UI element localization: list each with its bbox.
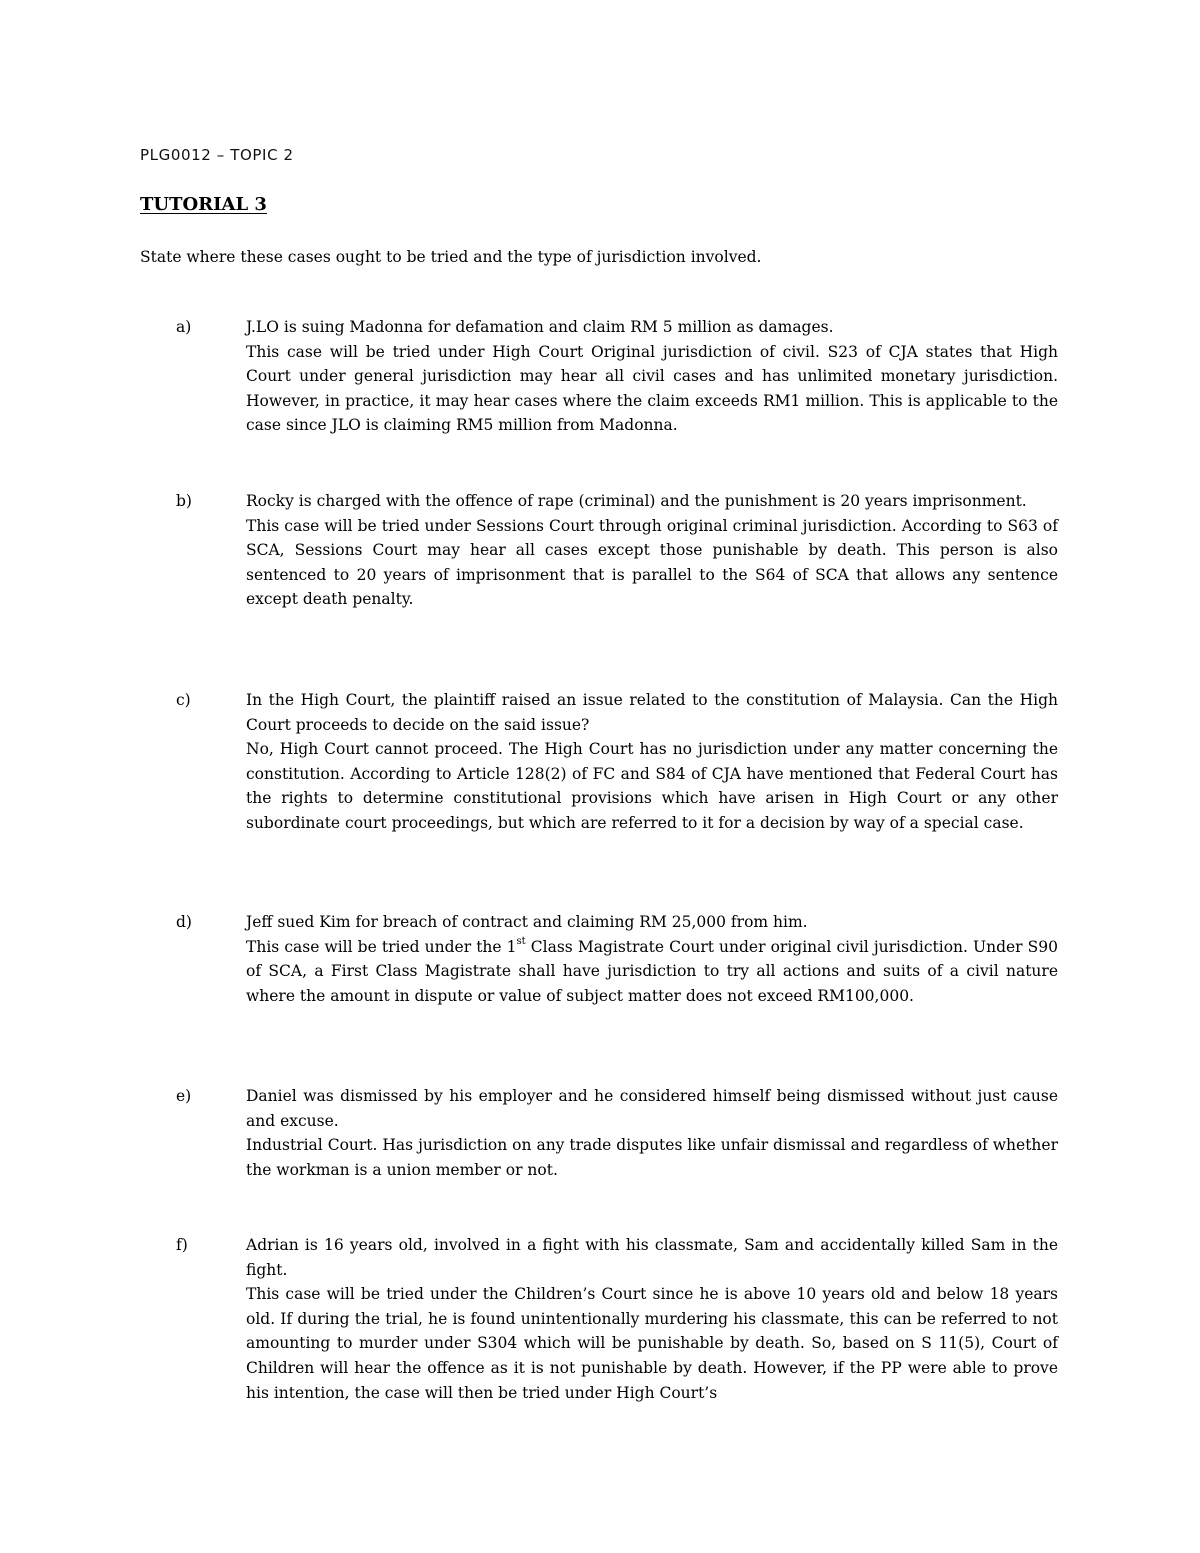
question-text: Rocky is charged with the offence of rape (criminal) and the punishment is 20 years imprisonment. (246, 492, 1027, 510)
answer-text-start: This case will be tried under the 1 (246, 937, 517, 956)
question-text: Adrian is 16 years old, involved in a fight with his classmate, Sam and accidentally killed Sam in the fight. (246, 1236, 1058, 1279)
question-text: Jeff sued Kim for breach of contract and claiming RM 25,000 from him. (246, 913, 808, 931)
item-label: c) (176, 691, 191, 709)
item-body (246, 1084, 1058, 1182)
instruction-text: State where these cases ought to be tried and the type of jurisdiction involved. (140, 248, 762, 266)
item-label: d) (176, 913, 192, 931)
ordinal-suffix: st (516, 936, 526, 948)
answer-text (246, 935, 1058, 1009)
answer-text-end: Class Magistrate Court under original civil jurisdiction. Under S90 of SCA, a First Class Magistrate shall have jurisdiction to try all actions and suits of a civil nature where the amount in dispute or value of subject matter does not exceed RM100,000. (246, 937, 1058, 1005)
item-label: b) (176, 492, 192, 510)
question-text: Daniel was dismissed by his employer and he considered himself being dismissed without just cause and excuse. (246, 1087, 1058, 1130)
item-body (246, 1233, 1058, 1405)
item-body (246, 489, 1058, 612)
answer-text: This case will be tried under High Court Original jurisdiction of civil. S23 of CJA states that High Court under general jurisdiction may hear all civil cases and has unlimited monetary jurisdiction. However, in practice, it may hear cases where the claim exceeds RM1 million. This is applicable to the case since JLO is claiming RM5 million from Madonna. (246, 342, 1058, 435)
item-body (246, 688, 1058, 836)
answer-text: No, High Court cannot proceed. The High Court has no jurisdiction under any matter concerning the constitution. According to Article 128(2) of FC and S84 of CJA have mentioned that Federal Court has the rights to determine constitutional provisions which have arisen in High Court or any other subordinate court proceedings, but which are referred to it for a decision by way of a special case. (246, 740, 1058, 832)
tutorial-title: TUTORIAL 3 (140, 194, 267, 215)
item-body (246, 315, 1058, 438)
course-header: PLG0012 – TOPIC 2 (140, 146, 294, 164)
answer-text: Industrial Court. Has jurisdiction on any trade disputes like unfair dismissal and regardless of whether the workman is a union member or not. (246, 1136, 1058, 1179)
answer-text: This case will be tried under Sessions Court through original criminal jurisdiction. According to S63 of SCA, Sessions Court may hear all cases except those punishable by death. This person is also sentenced to 20 years of imprisonment that is parallel to the S64 of SCA that allows any sentence except death penalty. (246, 516, 1058, 609)
item-label: a) (176, 318, 192, 336)
item-body (246, 910, 1058, 1008)
item-label: f) (176, 1236, 188, 1254)
item-label: e) (176, 1087, 192, 1105)
answer-text: This case will be tried under the Children’s Court since he is above 10 years old and below 18 years old. If during the trial, he is found unintentionally murdering his classmate, this can be referred to not amounting to murder under S304 which will be punishable by death. So, based on S 11(5), Court of Children will hear the offence as it is not punishable by death. However, if the PP were able to prove his intention, the case will then be tried under High Court’s (246, 1285, 1058, 1402)
question-text: J.LO is suing Madonna for defamation and claim RM 5 million as damages. (246, 318, 834, 336)
question-text: In the High Court, the plaintiff raised an issue related to the constitution of Malaysia. Can the High Court proceeds to decide on the said issue? (246, 691, 1058, 734)
